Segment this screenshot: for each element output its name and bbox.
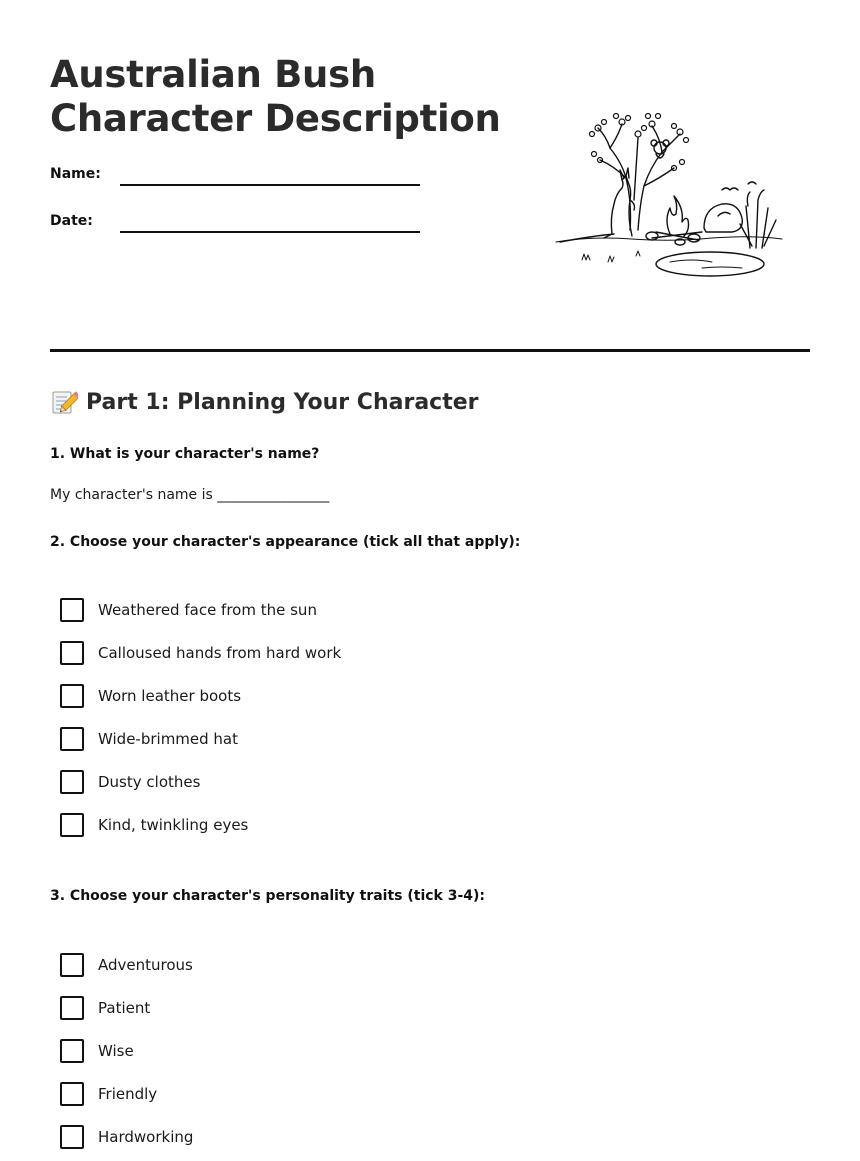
- title-line-2: Character Description: [50, 97, 501, 140]
- checkbox[interactable]: [60, 598, 84, 622]
- personality-option[interactable]: [60, 996, 560, 1020]
- personality-option[interactable]: [60, 1082, 560, 1106]
- checkbox[interactable]: [60, 996, 84, 1020]
- option-label: Wise: [98, 1042, 134, 1060]
- checkbox[interactable]: [60, 770, 84, 794]
- personality-option[interactable]: [60, 953, 560, 977]
- memo-pencil-icon: [50, 388, 78, 416]
- option-label: Weathered face from the sun: [98, 601, 317, 619]
- part1-heading: [50, 388, 479, 416]
- option-label: Dusty clothes: [98, 773, 201, 791]
- appearance-option[interactable]: [60, 770, 560, 794]
- name-write-line[interactable]: [120, 184, 420, 186]
- option-label: Friendly: [98, 1085, 158, 1103]
- personality-option[interactable]: [60, 1039, 560, 1063]
- title-line-1: Australian Bush: [50, 53, 376, 96]
- option-label: Patient: [98, 999, 151, 1017]
- date-write-line[interactable]: [120, 231, 420, 233]
- question-2: 2. Choose your character's appearance (tick all that apply):: [50, 534, 521, 550]
- name-label: Name:: [50, 166, 101, 182]
- personality-option[interactable]: [60, 1125, 560, 1149]
- option-label: Hardworking: [98, 1128, 194, 1146]
- checkbox[interactable]: [60, 1125, 84, 1149]
- worksheet-title: [50, 53, 501, 141]
- question-1: 1. What is your character's name?: [50, 446, 320, 462]
- option-label: Worn leather boots: [98, 687, 242, 705]
- option-label: Adventurous: [98, 956, 193, 974]
- checkbox[interactable]: [60, 684, 84, 708]
- option-label: Calloused hands from hard work: [98, 644, 342, 662]
- appearance-option[interactable]: [60, 813, 560, 837]
- option-label: Kind, twinkling eyes: [98, 816, 249, 834]
- appearance-option[interactable]: [60, 727, 560, 751]
- checkbox[interactable]: [60, 813, 84, 837]
- appearance-option[interactable]: [60, 641, 560, 665]
- date-field-row: [50, 213, 450, 243]
- checkbox[interactable]: [60, 1039, 84, 1063]
- checkbox[interactable]: [60, 1082, 84, 1106]
- appearance-option[interactable]: [60, 684, 560, 708]
- checkbox[interactable]: [60, 641, 84, 665]
- checkbox[interactable]: [60, 727, 84, 751]
- section-divider: [50, 349, 810, 352]
- date-label: Date:: [50, 213, 93, 229]
- australian-bush-scene-illustration: [552, 108, 784, 284]
- name-field-row: [50, 166, 450, 196]
- option-label: Wide-brimmed hat: [98, 730, 239, 748]
- part1-heading-text: Part 1: Planning Your Character: [86, 389, 479, 415]
- question-3: 3. Choose your character's personality traits (tick 3-4):: [50, 888, 486, 904]
- checkbox[interactable]: [60, 953, 84, 977]
- character-name-answer-line[interactable]: My character's name is ________________: [50, 487, 330, 503]
- appearance-option[interactable]: [60, 598, 560, 622]
